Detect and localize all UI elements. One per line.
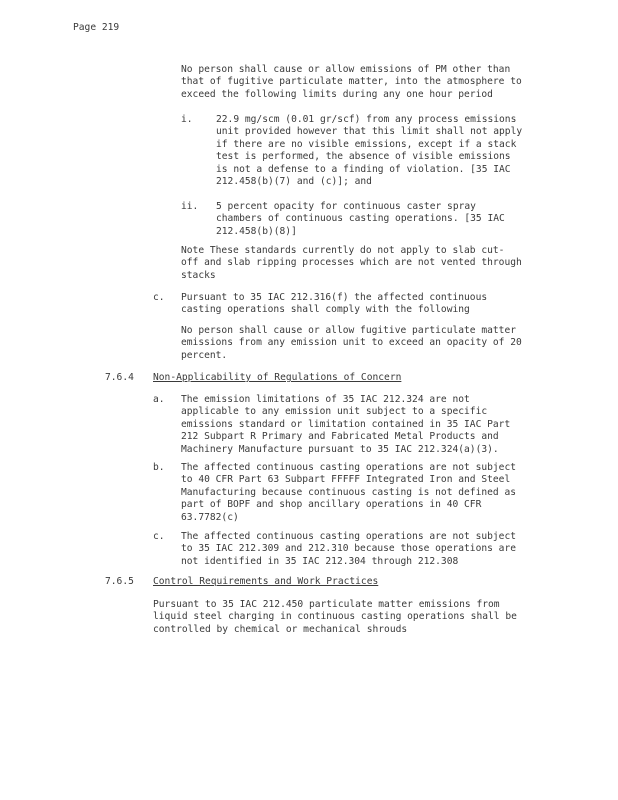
- note-line: off and slab ripping processes which are not vented through: [181, 257, 522, 269]
- list-line: to 35 IAC 212.309 and 212.310 because those operations are: [181, 543, 517, 555]
- section-7-6-5-body: [153, 599, 517, 636]
- section-7-6-4-b-marker: b.: [153, 462, 165, 473]
- list-line: applicable to any emission unit subject to a specific: [181, 406, 488, 418]
- item-ii-line: 5 percent opacity for continuous caster spray: [216, 201, 476, 212]
- section-7-6-4-c-marker: c.: [153, 531, 165, 542]
- item-c-body-line: No person shall cause or allow fugitive particulate matter: [181, 325, 517, 336]
- item-i-line: 22.9 mg/scm (0.01 gr/scf) from any process emissions: [216, 114, 517, 125]
- item-i-line: if there are no visible emissions, except if a stack: [216, 138, 517, 150]
- intro-line: No person shall cause or allow emissions of PM other than: [181, 64, 511, 75]
- list-line: to 40 CFR Part 63 Subpart FFFFF Integrated Iron and Steel: [181, 474, 511, 486]
- intro-line: exceed the following limits during any one hour period: [181, 88, 493, 100]
- intro-line: that of fugitive particulate matter, into the atmosphere to: [181, 76, 522, 88]
- list-line: 63.7782(c): [181, 511, 239, 523]
- item-c-text: [181, 292, 487, 317]
- item-i-line: 212.458(b)(7) and (c)]; and: [216, 176, 372, 188]
- intro-paragraph: [181, 64, 522, 101]
- list-line: The affected continuous casting operations are not subject: [181, 462, 517, 473]
- note-paragraph: [181, 245, 522, 282]
- body-line: Pursuant to 35 IAC 212.450 particulate matter emissions from: [153, 599, 500, 610]
- page-label: Page 219: [73, 22, 120, 33]
- list-line: emissions standard or limitation contained in 35 IAC Part: [181, 418, 511, 430]
- item-ii-line: chambers of continuous casting operations. [35 IAC: [216, 213, 505, 225]
- body-line: liquid steel charging in continuous casting operations shall be: [153, 611, 517, 623]
- list-line: The affected continuous casting operations are not subject: [181, 531, 517, 542]
- section-7-6-5-number: 7.6.5: [105, 576, 134, 587]
- item-c-line: Pursuant to 35 IAC 212.316(f) the affected continuous: [181, 292, 488, 303]
- item-ii-text: [216, 201, 505, 238]
- section-7-6-4-b-text: [181, 462, 516, 524]
- item-i-marker: i.: [181, 114, 193, 125]
- item-c-line: casting operations shall comply with the following: [181, 304, 470, 316]
- item-ii-line: 212.458(b)(8)]: [216, 225, 297, 237]
- item-ii-marker: ii.: [181, 201, 199, 212]
- item-i-line: test is performed, the absence of visible emissions: [216, 151, 511, 163]
- section-7-6-4-a-marker: a.: [153, 394, 165, 405]
- list-line: The emission limitations of 35 IAC 212.324 are not: [181, 394, 470, 405]
- list-line: part of BOPF and shop ancillary operations in 40 CFR: [181, 499, 482, 511]
- section-7-6-4-c-text: [181, 531, 516, 568]
- note-line: stacks: [181, 269, 216, 281]
- item-c-body: [181, 325, 522, 362]
- list-line: 212 Subpart R Primary and Fabricated Metal Products and: [181, 431, 499, 443]
- item-i-line: is not a defense to a finding of violation. [35 IAC: [216, 163, 511, 175]
- item-i-text: [216, 114, 522, 188]
- item-c-body-line: emissions from any emission unit to exceed an opacity of 20: [181, 337, 522, 349]
- list-line: not identified in 35 IAC 212.304 through 212.308: [181, 555, 459, 567]
- list-line: Manufacturing because continuous casting is not defined as: [181, 486, 517, 498]
- body-line: controlled by chemical or mechanical shrouds: [153, 623, 408, 635]
- section-7-6-4-title: Non-Applicability of Regulations of Concern: [153, 372, 402, 383]
- section-7-6-4-number: 7.6.4: [105, 372, 134, 383]
- item-i-line: unit provided however that this limit shall not apply: [216, 126, 523, 138]
- item-c-marker: c.: [153, 292, 165, 303]
- list-line: Machinery Manufacture pursuant to 35 IAC 212.324(a)(3).: [181, 443, 499, 455]
- section-7-6-4-a-text: [181, 394, 510, 456]
- item-c-body-line: percent.: [181, 349, 228, 361]
- section-7-6-5-title: Control Requirements and Work Practices: [153, 576, 379, 587]
- note-line: Note These standards currently do not apply to slab cut-: [181, 245, 505, 256]
